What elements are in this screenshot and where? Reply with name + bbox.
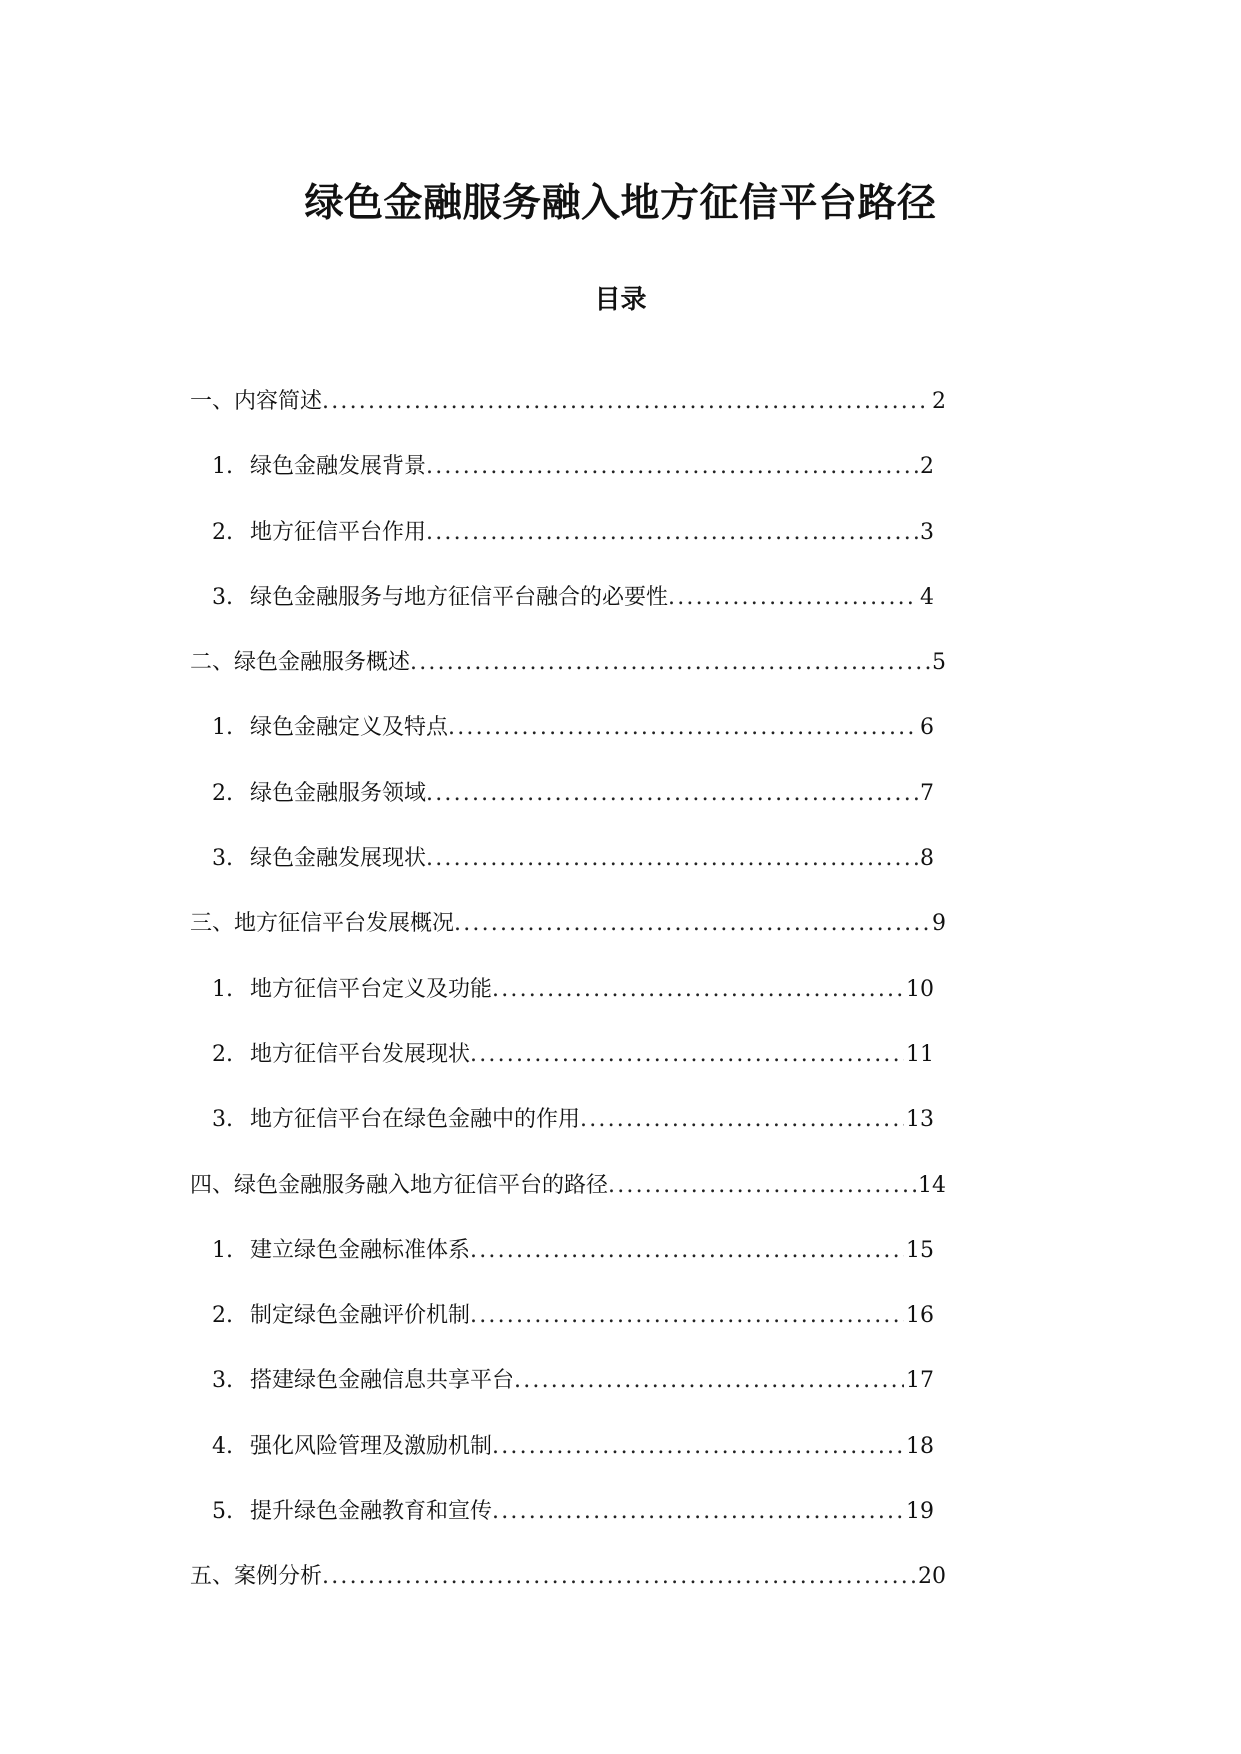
toc-entry-number: 2. [212, 1041, 233, 1067]
toc-entry-page-number: 3 [920, 519, 934, 545]
toc-entry-title: 绿色金融服务领域 [250, 780, 427, 806]
toc-entry-number: 2. [212, 1303, 233, 1329]
toc-entry-page-number: 18 [906, 1433, 934, 1459]
toc-entry-title: 一、内容简述 [190, 389, 323, 414]
document-title: 绿色金融服务融入地方征信平台路径 [304, 181, 937, 227]
toc-entry-number: 3. [212, 1107, 233, 1133]
toc-entry[interactable] [190, 384, 946, 449]
toc-dot-leader [322, 384, 930, 420]
toc-entry-page-number: 8 [920, 846, 934, 872]
toc-entry[interactable] [190, 645, 946, 710]
toc-dot-leader [448, 710, 918, 746]
toc-entry-page-number: 2 [920, 454, 934, 480]
toc-dot-leader [580, 1102, 904, 1138]
toc-dot-leader [322, 1559, 916, 1595]
toc-entry-page-number: 2 [932, 389, 946, 414]
toc-dot-leader [492, 1494, 904, 1530]
toc-entry[interactable] [212, 972, 934, 1037]
toc-entry[interactable] [212, 580, 934, 645]
toc-entry-title: 三、地方征信平台发展概况 [190, 911, 455, 937]
toc-entry-title: 搭建绿色金融信息共享平台 [250, 1368, 515, 1394]
toc-entry-number: 3. [212, 1368, 233, 1394]
toc-entry-page-number: 5 [932, 650, 946, 676]
toc-entry[interactable] [212, 841, 934, 906]
toc-entry-number: 3. [212, 584, 233, 610]
toc-entry-page-number: 6 [920, 715, 934, 741]
toc-entry-title: 制定绿色金融评价机制 [250, 1303, 471, 1329]
toc-entry-page-number: 16 [906, 1303, 934, 1329]
toc-dot-leader [470, 1037, 904, 1073]
toc-dot-leader [470, 1298, 904, 1334]
toc-dot-leader [514, 1363, 904, 1399]
toc-entry[interactable] [190, 1168, 946, 1233]
toc-entry-title: 绿色金融发展背景 [250, 454, 427, 480]
toc-entry-title: 建立绿色金融标准体系 [250, 1237, 471, 1263]
toc-entry-title: 绿色金融发展现状 [250, 846, 427, 872]
toc-entry[interactable] [212, 1363, 934, 1428]
toc-entry-page-number: 9 [932, 911, 946, 937]
toc-entry-number: 1. [212, 715, 233, 741]
toc-dot-leader [426, 841, 918, 877]
toc-dot-leader [608, 1168, 916, 1204]
toc-entry-title: 绿色金融定义及特点 [250, 715, 449, 741]
toc-entry-number: 4. [212, 1433, 233, 1459]
toc-dot-leader [426, 515, 918, 551]
toc-entry[interactable] [212, 1429, 934, 1494]
toc-entry[interactable] [212, 776, 934, 841]
toc-entry[interactable] [190, 1559, 946, 1624]
toc-entry[interactable] [212, 1037, 934, 1102]
toc-entry[interactable] [190, 906, 946, 971]
toc-entry-title: 地方征信平台定义及功能 [250, 976, 493, 1002]
toc-entry-number: 1. [212, 976, 233, 1002]
toc-entry-title: 地方征信平台在绿色金融中的作用 [250, 1107, 581, 1133]
toc-entry-title: 四、绿色金融服务融入地方征信平台的路径 [190, 1172, 609, 1198]
toc-entry-number: 5. [212, 1499, 233, 1525]
toc-entry[interactable] [212, 1494, 934, 1559]
toc-entry[interactable] [212, 1102, 934, 1167]
table-of-contents [0, 384, 1241, 1625]
toc-entry-number: 3. [212, 846, 233, 872]
toc-dot-leader [426, 776, 918, 812]
toc-entry-page-number: 7 [920, 780, 934, 806]
toc-entry-page-number: 13 [906, 1107, 934, 1133]
toc-entry-page-number: 14 [918, 1172, 946, 1198]
toc-entry-title: 二、绿色金融服务概述 [190, 650, 411, 676]
toc-entry-title: 绿色金融服务与地方征信平台融合的必要性 [250, 584, 669, 610]
toc-entry-number: 1. [212, 1237, 233, 1263]
toc-entry-page-number: 19 [906, 1499, 934, 1525]
toc-dot-leader [492, 1429, 904, 1465]
toc-entry[interactable] [212, 515, 934, 580]
toc-dot-leader [492, 972, 904, 1008]
toc-dot-leader [410, 645, 930, 681]
toc-dot-leader [470, 1233, 904, 1269]
toc-entry[interactable] [212, 1233, 934, 1298]
toc-entry[interactable] [212, 1298, 934, 1363]
toc-entry-page-number: 4 [920, 584, 934, 610]
toc-entry-number: 2. [212, 519, 233, 545]
toc-entry-title: 强化风险管理及激励机制 [250, 1433, 493, 1459]
toc-entry-title: 地方征信平台作用 [250, 519, 427, 545]
toc-entry-page-number: 15 [906, 1237, 934, 1263]
toc-entry-title: 地方征信平台发展现状 [250, 1041, 471, 1067]
toc-entry-page-number: 11 [906, 1041, 934, 1067]
toc-entry-number: 1. [212, 454, 233, 480]
toc-dot-leader [668, 580, 918, 616]
toc-entry-number: 2. [212, 780, 233, 806]
toc-heading: 目录 [594, 285, 647, 315]
toc-entry-title: 五、案例分析 [190, 1564, 323, 1590]
toc-entry-page-number: 10 [906, 976, 934, 1002]
toc-entry[interactable] [212, 449, 934, 514]
toc-entry[interactable] [212, 710, 934, 775]
toc-entry-page-number: 17 [906, 1368, 934, 1394]
toc-dot-leader [454, 906, 930, 942]
toc-entry-page-number: 20 [918, 1564, 946, 1590]
toc-entry-title: 提升绿色金融教育和宣传 [250, 1499, 493, 1525]
toc-dot-leader [426, 449, 918, 485]
